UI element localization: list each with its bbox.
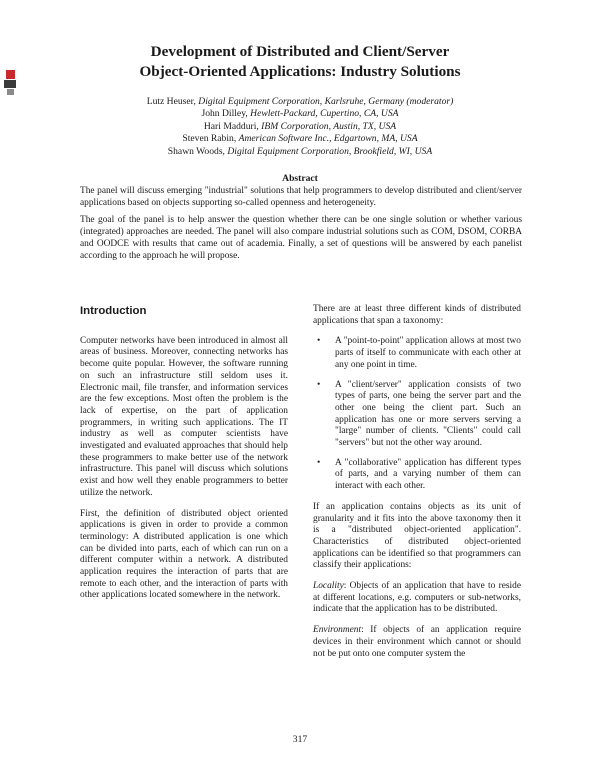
author-name: John Dilley, — [201, 108, 251, 120]
locality-term: Locality — [313, 581, 344, 592]
body-paragraph: Computer networks have been introduced in almost all areas of business. Moreover, connecting networks has become quite popular. However, the software running on such an infrastructure still seldom uses it. Electronic mail, file transfer, and information services are the few exceptions. Most often the problem is the lack of expertise, on the part of application programmers, in writing such applications. The IT industry as well as computer scientists have investigated and evaluated approaches that should help these programmers to make better use of the network infrastructure. This panel will discuss which solutions exist and how well they enable programmers to better utilize the network. — [80, 335, 288, 498]
right-column — [313, 304, 521, 669]
paper-title — [60, 42, 540, 82]
page-number: 317 — [292, 734, 308, 745]
author-name: Steven Rabin, — [182, 133, 239, 145]
corner-logo-mark — [4, 70, 18, 100]
list-item — [313, 458, 521, 493]
body-paragraph: First, the definition of distributed object oriented applications is given in order to provide a common terminology: A distributed application is one which can be divided into parts, each of which can run on a different computer within a network. A distributed application requires the interaction of parts that are remote to each other, and the interaction of parts with other applications located somewhere in the network. — [80, 508, 288, 601]
locality-text: : Objects of an application that have to reside at different locations, e.g. computers or sub-networks, indicate that the application has to be distributed. — [313, 581, 521, 615]
abstract-paragraph: The panel will discuss emerging "industrial" solutions that help programmers to develop distributed and client/server applications based on objects supporting so-called openness and heterogeneity. — [80, 186, 522, 208]
introduction-heading: Introduction — [80, 305, 147, 317]
title-line-1: Development of Distributed and Client/Server — [150, 43, 450, 60]
author-line — [80, 121, 520, 133]
author-affiliation: Digital Equipment Corporation, Karlsruhe, Germany (moderator) — [198, 96, 454, 107]
environment-text: : If objects of an application require devices in their environment which cannot or should not be put onto one computer system the — [313, 625, 521, 659]
list-item — [313, 336, 521, 371]
bullet-icon: • — [317, 457, 321, 468]
author-name: Hari Madduri, — [203, 120, 262, 132]
taxonomy-list — [313, 336, 521, 492]
list-item — [313, 380, 521, 450]
author-line — [80, 96, 520, 108]
body-paragraph: If an application contains objects as its unit of granularity and it fits into the above taxonomy then it is a "distributed object-oriented application". Characteristics of distributed object-oriented applications can be identified so that programmers can classify their applications: — [313, 501, 521, 571]
author-affiliation: IBM Corporation, Austin, TX, USA — [261, 120, 397, 132]
bullet-icon: • — [317, 379, 321, 390]
list-item-text: A "client/server" application consists of two types of parts, one being the server part and the other one being the client part. Such an application has one or more servers serving a "large" number of clients. "Clients" could call "servers" but not the other way around. — [335, 379, 521, 449]
list-item-text: A "point-to-point" application allows at most two parts of itself to communicate with each other at any one point in time. — [335, 336, 521, 370]
bullet-icon: • — [317, 336, 321, 347]
title-line-2: Object-Oriented Applications: Industry Solutions — [139, 63, 461, 80]
abstract — [80, 186, 522, 268]
list-item-text: A "collaborative" application has different types of parts, and a varying number of them can interact with each other. — [335, 457, 521, 492]
author-affiliation: American Software Inc., Edgartown, MA, USA — [238, 133, 418, 145]
author-line — [80, 146, 520, 158]
author-affiliation: Digital Equipment Corporation, Brookfield, WI, USA — [227, 145, 433, 157]
author-name: Shawn Woods, — [167, 145, 228, 157]
author-list — [80, 96, 520, 158]
body-paragraph: There are at least three different kinds of distributed applications that span a taxonomy: — [313, 304, 521, 326]
author-line — [80, 133, 520, 145]
locality-paragraph — [313, 581, 521, 616]
abstract-heading: Abstract — [282, 173, 318, 184]
abstract-paragraph: The goal of the panel is to help answer the question whether there can be one single solution or whether various (integrated) approaches are needed. The panel will also compare industrial solutions such as COM, DSOM, CORBA and OODCE with results that came out of academia. Finally, a set of questions will be answered by each panelist according to the approach he will propose. — [80, 215, 522, 261]
author-affiliation: Hewlett-Packard, Cupertino, CA, USA — [250, 108, 399, 120]
author-name: Lutz Heuser, — [146, 96, 199, 107]
left-column — [80, 300, 288, 611]
author-line — [80, 108, 520, 120]
environment-paragraph — [313, 625, 521, 660]
environment-term: Environment — [313, 625, 362, 636]
